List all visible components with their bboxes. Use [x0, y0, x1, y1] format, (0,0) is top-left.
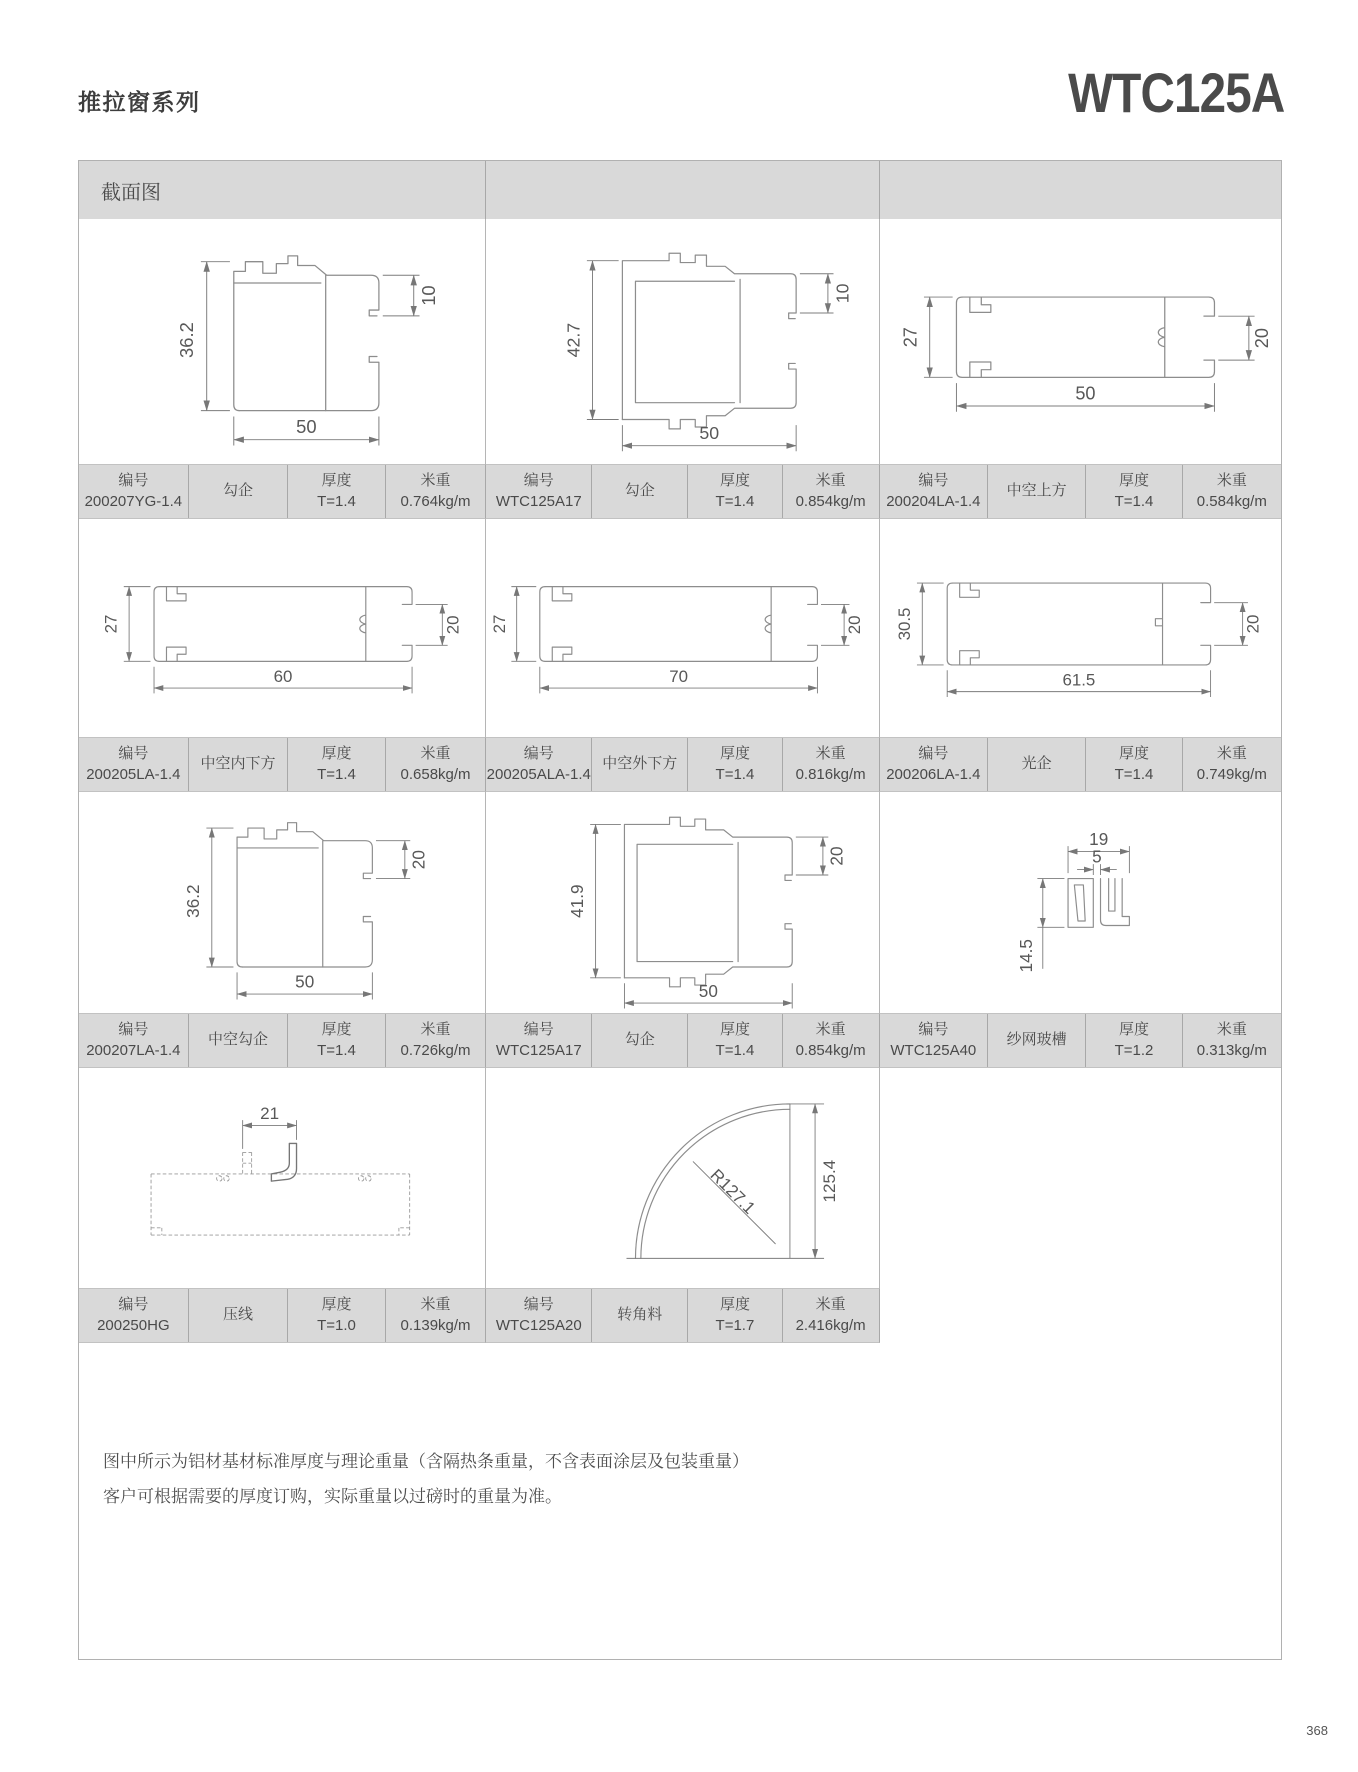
spec-thickness-value: T=1.4 [1114, 765, 1154, 783]
spec-profile-name: 中空外下方 [592, 738, 688, 791]
spec-thickness-cell [688, 1289, 782, 1342]
dim-label: 27 [490, 614, 510, 634]
spec-code-value: WTC125A20 [495, 1316, 582, 1334]
spec-group [486, 1288, 879, 1343]
dim-label: 50 [699, 423, 720, 444]
spec-profile-name: 压线 [189, 1289, 289, 1342]
spec-profile-name: 中空上方 [988, 465, 1086, 518]
spec-group [79, 1288, 486, 1343]
spec-thickness-value: T=1.4 [317, 765, 356, 783]
spec-weight-label: 米重 [420, 745, 451, 763]
profile-drawing-200205LA [79, 519, 486, 737]
spec-code-value: WTC125A17 [495, 492, 582, 510]
spec-thickness-cell [1086, 1014, 1182, 1067]
cross-section-drawing [79, 1068, 485, 1288]
spec-row-3 [79, 1013, 1281, 1068]
spec-profile-name: 勾企 [592, 465, 688, 518]
spec-thickness-cell [1086, 738, 1182, 791]
spec-code-value: WTC125A40 [890, 1041, 977, 1059]
profile-drawing-WTC125A20 [486, 1068, 879, 1288]
spec-thickness-label: 厚度 [719, 745, 750, 763]
spec-weight-label: 米重 [420, 1296, 451, 1314]
spec-thickness-cell [688, 738, 782, 791]
spec-code-label: 编号 [523, 472, 554, 490]
spec-group [486, 1013, 879, 1068]
spec-weight-label: 米重 [1216, 745, 1247, 763]
dim-label: R127.1 [706, 1165, 760, 1218]
spec-thickness-cell [1086, 465, 1182, 518]
dim-label: 10 [832, 283, 853, 304]
spec-thickness-label: 厚度 [1118, 745, 1149, 763]
spec-weight-value: 0.726kg/m [400, 1041, 471, 1059]
spec-group [880, 1013, 1281, 1068]
spec-code-value: WTC125A17 [495, 1041, 582, 1059]
spec-thickness-cell [288, 1289, 386, 1342]
drawing-row-1 [79, 219, 1281, 464]
dim-label: 61.5 [1062, 670, 1095, 690]
profile-drawing-200250HG [79, 1068, 486, 1288]
cross-section-drawing [880, 219, 1281, 464]
dim-label: 70 [669, 666, 689, 686]
dim-label: 20 [845, 615, 865, 635]
spec-profile-name: 转角料 [592, 1289, 688, 1342]
cross-section-drawing [880, 792, 1281, 1013]
spec-group-empty [880, 1288, 1281, 1343]
spec-code-cell [880, 1014, 988, 1067]
cross-section-drawing [486, 519, 878, 737]
spec-code-cell [79, 1289, 189, 1342]
dim-label: 14.5 [1015, 939, 1036, 973]
spec-code-cell [79, 1014, 189, 1067]
spec-code-label: 编号 [523, 1296, 554, 1314]
dim-label: 10 [418, 285, 440, 306]
spec-profile-name: 光企 [988, 738, 1086, 791]
spec-thickness-value: T=1.0 [317, 1316, 356, 1334]
spec-thickness-value: T=1.7 [715, 1316, 755, 1334]
spec-weight-cell [783, 1014, 879, 1067]
spec-group [79, 464, 486, 519]
cross-section-drawing [486, 792, 878, 1013]
spec-profile-name: 中空勾企 [189, 1014, 289, 1067]
dim-label: 42.7 [563, 322, 584, 358]
cross-section-drawing [486, 219, 878, 464]
cross-section-drawing [880, 519, 1281, 737]
spec-row-2 [79, 737, 1281, 792]
spec-weight-cell [783, 465, 879, 518]
spec-thickness-value: T=1.4 [715, 1041, 755, 1059]
profile-drawing-WTC125A40 [880, 792, 1281, 1013]
profile-drawing-200207LA [79, 792, 486, 1013]
spec-weight-value: 0.816kg/m [795, 765, 866, 783]
spec-thickness-value: T=1.4 [317, 492, 356, 510]
spec-weight-label: 米重 [420, 1021, 451, 1039]
dim-label: 125.4 [820, 1159, 840, 1203]
spec-code-value: 200205LA-1.4 [86, 765, 181, 783]
note-line-1: 图中所示为铝材基材标准厚度与理论重量（含隔热条重量，不含表面涂层及包装重量） [103, 1452, 749, 1471]
cross-section-drawing [79, 519, 485, 737]
profile-drawing-200205ALA [486, 519, 879, 737]
spec-code-value: 200250HG [97, 1316, 170, 1334]
spec-weight-value: 0.584kg/m [1196, 492, 1267, 510]
spec-thickness-value: T=1.2 [1114, 1041, 1154, 1059]
spec-thickness-value: T=1.4 [715, 765, 755, 783]
profile-drawing-empty [880, 1068, 1281, 1288]
spec-weight-cell [386, 738, 486, 791]
spec-weight-value: 0.139kg/m [400, 1316, 471, 1334]
spec-thickness-cell [288, 1014, 386, 1067]
spec-code-label: 编号 [118, 1021, 149, 1039]
spec-group [486, 737, 879, 792]
spec-weight-label: 米重 [815, 1296, 846, 1314]
spec-thickness-label: 厚度 [719, 472, 750, 490]
spec-thickness-cell [288, 738, 386, 791]
spec-row-1 [79, 464, 1281, 519]
spec-row-4 [79, 1288, 1281, 1343]
spec-code-cell [486, 465, 592, 518]
header-cell-empty [486, 161, 879, 219]
page-number: 368 [1306, 1723, 1328, 1738]
spec-code-label: 编号 [523, 745, 554, 763]
spec-weight-cell [386, 1014, 486, 1067]
spec-weight-cell [1183, 1014, 1281, 1067]
dim-label: 20 [1251, 328, 1272, 349]
dim-label: 30.5 [894, 607, 914, 641]
spec-weight-label: 米重 [815, 745, 846, 763]
spec-thickness-label: 厚度 [719, 1021, 750, 1039]
dim-label: 50 [295, 971, 315, 992]
dim-label: 20 [443, 615, 463, 635]
spec-thickness-label: 厚度 [321, 745, 352, 763]
table-header-row [79, 161, 1281, 219]
spec-weight-cell [1183, 465, 1281, 518]
spec-weight-value: 0.658kg/m [400, 765, 471, 783]
dim-label: 50 [1075, 383, 1096, 404]
profile-drawing-WTC125A17-2 [486, 792, 879, 1013]
cross-section-drawing [486, 1068, 878, 1288]
drawing-row-4 [79, 1068, 1281, 1288]
dim-label: 36.2 [183, 884, 204, 918]
spec-group [880, 737, 1281, 792]
dim-label: 50 [296, 415, 317, 437]
spec-code-value: 200205ALA-1.4 [486, 765, 591, 783]
spec-profile-name: 勾企 [189, 465, 289, 518]
dim-label: 27 [101, 614, 121, 634]
spec-thickness-label: 厚度 [321, 1296, 352, 1314]
spec-code-value: 200206LA-1.4 [886, 765, 981, 783]
section-header-cell [79, 161, 486, 219]
spec-thickness-cell [288, 465, 386, 518]
spec-thickness-value: T=1.4 [715, 492, 755, 510]
spec-code-cell [880, 465, 988, 518]
section-header-label: 截面图 [101, 181, 161, 204]
spec-weight-value: 0.854kg/m [795, 492, 866, 510]
spec-weight-cell [1183, 738, 1281, 791]
spec-code-label: 编号 [118, 1296, 149, 1314]
spec-code-label: 编号 [918, 1021, 949, 1039]
spec-code-cell [486, 1014, 592, 1067]
spec-code-label: 编号 [118, 472, 149, 490]
spec-group [880, 464, 1281, 519]
spec-group [79, 1013, 486, 1068]
spec-weight-cell [386, 465, 486, 518]
spec-code-cell [486, 738, 592, 791]
cross-section-drawing [79, 219, 485, 464]
spec-weight-label: 米重 [420, 472, 451, 490]
spec-group [486, 464, 879, 519]
spec-weight-value: 0.749kg/m [1196, 765, 1267, 783]
dim-label: 27 [899, 327, 920, 348]
dim-label: 5 [1091, 846, 1102, 867]
spec-thickness-label: 厚度 [321, 1021, 352, 1039]
spec-code-value: 200207LA-1.4 [86, 1041, 181, 1059]
spec-thickness-label: 厚度 [1118, 472, 1149, 490]
note-line-2: 客户可根据需要的厚度订购，实际重量以过磅时的重量为准。 [103, 1487, 562, 1506]
spec-thickness-cell [688, 1014, 782, 1067]
profile-drawing-200204LA [880, 219, 1281, 464]
spec-profile-name: 纱网玻槽 [988, 1014, 1086, 1067]
drawing-row-3 [79, 792, 1281, 1013]
profile-drawing-WTC125A17 [486, 219, 879, 464]
dim-label: 20 [408, 850, 429, 870]
dim-label: 21 [260, 1104, 280, 1124]
dim-label: 36.2 [176, 322, 198, 358]
spec-weight-cell [386, 1289, 486, 1342]
spec-profile-name: 中空内下方 [189, 738, 289, 791]
footer-note-area [79, 1343, 1281, 1659]
spec-code-label: 编号 [918, 472, 949, 490]
dim-label: 20 [1243, 614, 1263, 634]
dim-label: 19 [1088, 829, 1108, 850]
spec-thickness-value: T=1.4 [317, 1041, 356, 1059]
cross-section-drawing [79, 792, 485, 1013]
spec-code-label: 编号 [118, 745, 149, 763]
spec-weight-value: 0.313kg/m [1196, 1041, 1267, 1059]
spec-weight-label: 米重 [1216, 1021, 1247, 1039]
dim-label: 41.9 [567, 884, 588, 918]
series-title: 推拉窗系列 [78, 89, 201, 115]
profile-drawing-200206LA [880, 519, 1281, 737]
profile-table [78, 160, 1282, 1660]
spec-weight-cell [783, 738, 879, 791]
spec-weight-label: 米重 [815, 1021, 846, 1039]
model-code: WTC125A [1067, 61, 1284, 124]
spec-code-label: 编号 [918, 745, 949, 763]
spec-code-value: 200204LA-1.4 [886, 492, 981, 510]
drawing-row-2 [79, 519, 1281, 737]
dim-label: 60 [273, 666, 293, 686]
spec-code-cell [79, 465, 189, 518]
spec-code-label: 编号 [523, 1021, 554, 1039]
profile-drawing-200207YG [79, 219, 486, 464]
spec-code-cell [880, 738, 988, 791]
spec-thickness-cell [688, 465, 782, 518]
spec-group [79, 737, 486, 792]
spec-weight-label: 米重 [815, 472, 846, 490]
spec-code-value: 200207YG-1.4 [84, 492, 183, 510]
spec-weight-value: 2.416kg/m [795, 1316, 866, 1334]
spec-weight-label: 米重 [1216, 472, 1247, 490]
spec-thickness-label: 厚度 [321, 472, 352, 490]
spec-thickness-label: 厚度 [1118, 1021, 1149, 1039]
spec-weight-value: 0.764kg/m [400, 492, 471, 510]
dim-label: 20 [827, 846, 848, 866]
spec-profile-name: 勾企 [592, 1014, 688, 1067]
spec-weight-value: 0.854kg/m [795, 1041, 866, 1059]
header-cell-empty [880, 161, 1281, 219]
spec-code-cell [79, 738, 189, 791]
dim-label: 50 [699, 980, 719, 1001]
spec-weight-cell [783, 1289, 879, 1342]
spec-thickness-value: T=1.4 [1114, 492, 1154, 510]
spec-code-cell [486, 1289, 592, 1342]
spec-thickness-label: 厚度 [719, 1296, 750, 1314]
